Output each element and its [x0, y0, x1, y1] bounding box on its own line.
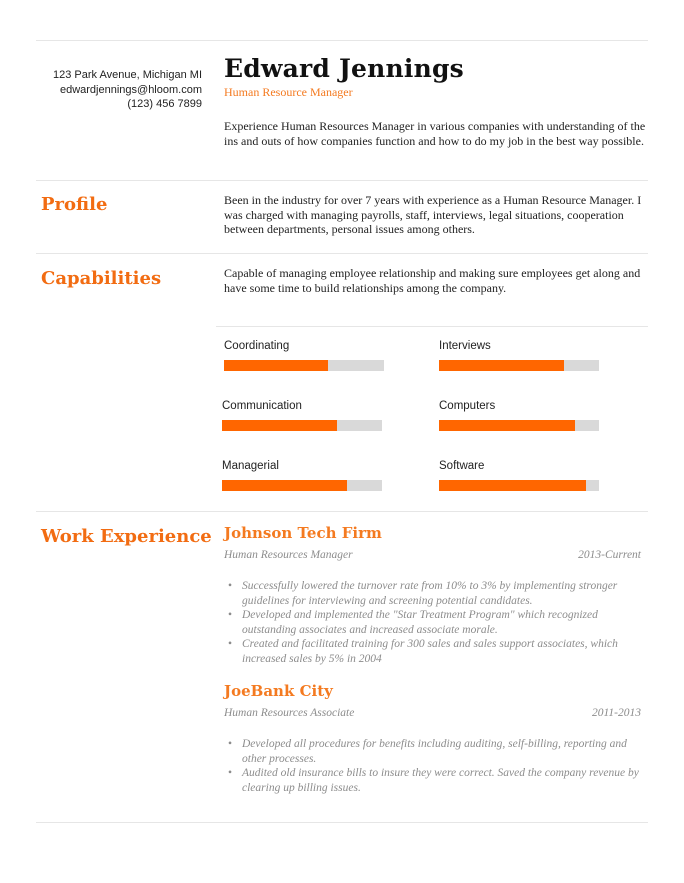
skill-label: Computers [439, 400, 496, 412]
summary-text: Experience Human Resources Manager in various companies with understanding of the ins and outs of how companies function and how to do my job in the best way possible. [224, 119, 646, 148]
job-position: Human Resources Associate [224, 707, 355, 719]
bullet-text: Audited old insurance bills to insure they were correct. Saved the company revenue by clearing up billing issues. [242, 767, 639, 794]
skill-label: Managerial [222, 460, 279, 472]
bottom-divider [36, 822, 648, 823]
job-company: JoeBank City [224, 682, 333, 700]
job-bullets [226, 579, 646, 667]
skill-bar-track [222, 480, 382, 491]
skill-label: Interviews [439, 340, 491, 352]
bullet-text: Developed and implemented the "Star Treatment Program" which recognized outstanding associates and increased associate morale. [242, 609, 598, 636]
contact-address: 123 Park Avenue, Michigan MI [53, 69, 202, 81]
skill-bar-fill [439, 420, 575, 431]
skill-communication [222, 400, 384, 431]
skill-bar-track [224, 360, 384, 371]
skill-bar-track [222, 420, 382, 431]
list-item [226, 579, 646, 608]
skill-bar-fill [222, 420, 337, 431]
bullet-icon: • [228, 767, 233, 780]
skill-bar-track [439, 480, 599, 491]
divider-skills [216, 326, 648, 327]
bullet-icon: • [228, 609, 233, 622]
skill-bar-track [439, 420, 599, 431]
job-bullets [226, 737, 646, 795]
top-divider [36, 40, 648, 41]
skill-interviews [439, 340, 601, 371]
list-item [226, 737, 646, 766]
skill-label: Coordinating [224, 340, 290, 352]
profile-text: Been in the industry for over 7 years with experience as a Human Resource Manager. I was charged with managing payrolls, staff, interviews, legal situations, cooperation between departments, personal issues among others. [224, 193, 642, 237]
capabilities-heading: Capabilities [41, 268, 162, 289]
contact-email[interactable]: edwardjennings@hloom.com [59, 83, 202, 96]
job-company: Johnson Tech Firm [224, 524, 382, 542]
list-item [226, 608, 646, 637]
divider-capabilities [36, 253, 648, 254]
skill-label: Software [439, 460, 485, 472]
bullet-icon: • [228, 580, 233, 592]
list-item [226, 637, 646, 666]
skill-bar-track [439, 360, 599, 371]
skill-bar-fill [222, 480, 347, 491]
skill-computers [439, 400, 601, 431]
job-dates: 2011-2013 [592, 707, 641, 719]
job-dates: 2013-Current [578, 549, 641, 561]
skill-label: Communication [222, 400, 302, 412]
capabilities-text: Capable of managing employee relationship and making sure employees get along and have some time to build relationships among the company. [224, 266, 641, 295]
bullet-icon: • [228, 738, 233, 750]
skill-coordinating [224, 340, 386, 371]
experience-heading: Work Experience [41, 526, 212, 547]
candidate-title: Human Resource Manager [224, 85, 353, 99]
contact-phone: (123) 456 7899 [127, 98, 202, 110]
skill-bar-fill [439, 360, 564, 371]
divider-experience [36, 511, 648, 512]
bullet-text: Created and facilitated training for 300 sales and sales support associates, which increased sales by 5% in 2004 [242, 638, 618, 665]
candidate-name: Edward Jennings [224, 54, 464, 83]
contact-block [36, 68, 202, 112]
list-item [226, 766, 646, 795]
job-meta [224, 549, 641, 561]
job-position: Human Resources Manager [224, 549, 353, 561]
skill-managerial [222, 460, 384, 491]
bullet-text: Developed all procedures for benefits including auditing, self-billing, reporting and other processes. [242, 738, 627, 765]
skill-bar-fill [439, 480, 586, 491]
divider-profile [36, 180, 648, 181]
profile-heading: Profile [41, 194, 108, 215]
bullet-icon: • [228, 638, 233, 651]
skill-bar-fill [224, 360, 328, 371]
bullet-text: Successfully lowered the turnover rate from 10% to 3% by implementing stronger guidelines for interviewing and screening potential candidates. [242, 580, 618, 607]
skill-software [439, 460, 601, 491]
job-meta [224, 707, 641, 719]
